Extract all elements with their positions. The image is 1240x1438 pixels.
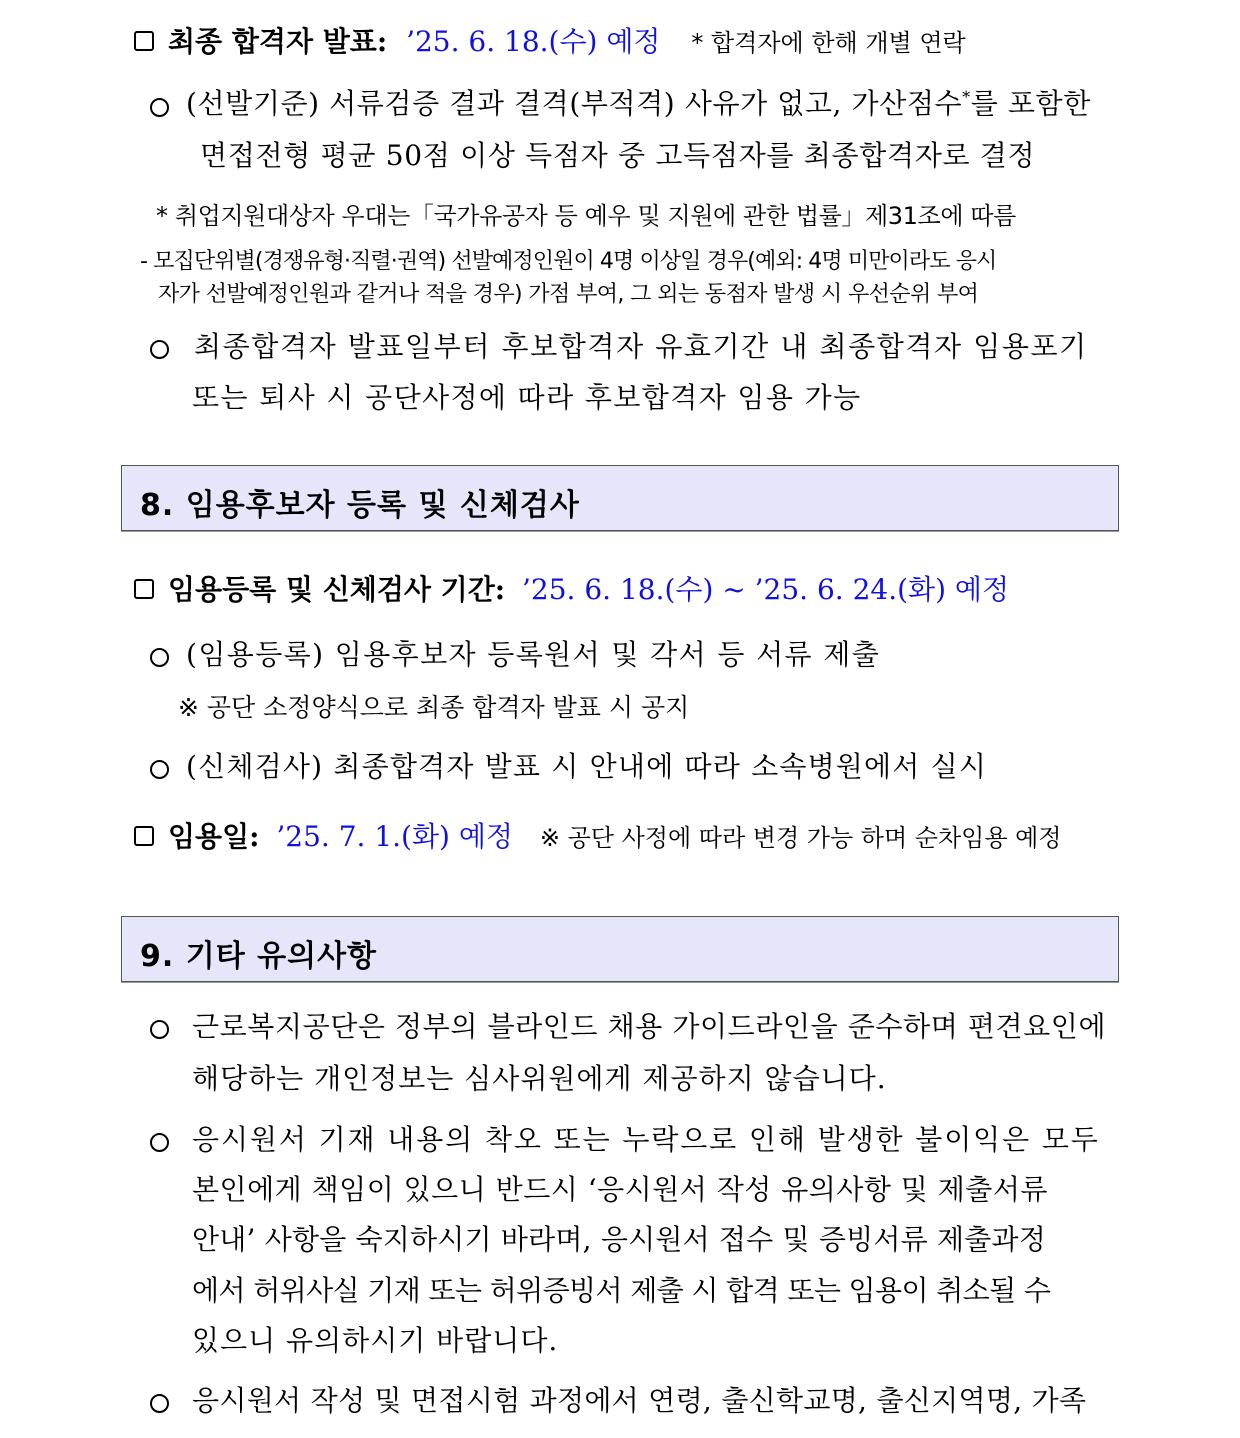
registration-period-line	[134, 568, 1009, 608]
registration-period: ’25. 6. 18.(수) ~ ’25. 6. 24.(화) 예정	[522, 573, 1010, 606]
note-1-line-2: 해당하는 개인정보는 심사위원에게 제공하지 않습니다.	[192, 1062, 887, 1095]
criteria-dash-line-1: - 모집단위별(경쟁유형·직렬·권역) 선발예정인원이 4명 이상일 경우(예외: 4명 미만이라도 응시	[140, 249, 997, 274]
criteria-footnote: * 취업지원대상자 우대는「국가유공자 등 예우 및 지원에 관한 법률」제31조에 따름	[156, 202, 1016, 230]
section-9-title: 9. 기타 유의사항	[140, 939, 378, 974]
appointment-note: ※ 공단 사정에 따라 변경 가능 하며 순차임용 예정	[539, 824, 1062, 852]
circle-bullet-icon	[150, 340, 169, 359]
reserve-line-1: 최종합격자 발표일부터 후보합격자 유효기간 내 최종합격자 임용포기	[194, 330, 1088, 363]
criteria-line-1: (선발기준) 서류검증 결과 결격(부적격) 사유가 없고, 가산점수*를 포함한	[186, 87, 1091, 120]
checkbox-square-icon	[134, 579, 154, 599]
checkbox-square-icon	[134, 826, 154, 846]
criteria-line-2: 면접전형 평균 50점 이상 득점자 중 고득점자를 최종합격자로 결정	[200, 139, 1036, 172]
registration-item-1-note: ※ 공단 소정양식으로 최종 합격자 발표 시 공지	[178, 693, 690, 722]
final-announce-note: * 합격자에 한해 개별 연락	[691, 29, 966, 57]
reserve-line-2: 또는 퇴사 시 공단사정에 따라 후보합격자 임용 가능	[192, 381, 862, 414]
final-announce-date: ’25. 6. 18.(수) 예정	[406, 25, 661, 58]
circle-bullet-icon	[150, 648, 169, 667]
section-8-title: 8. 임용후보자 등록 및 신체검사	[140, 488, 580, 523]
circle-bullet-icon	[150, 1020, 169, 1039]
note-2-line-3: 안내’ 사항을 숙지하시기 바라며, 응시원서 접수 및 증빙서류 제출과정	[192, 1223, 1046, 1256]
circle-bullet-icon	[150, 1394, 169, 1413]
circle-bullet-icon	[150, 760, 169, 779]
section-9-header	[121, 916, 1119, 982]
section-8-header	[121, 465, 1119, 531]
registration-label: 임용등록 및 신체검사 기간:	[168, 573, 506, 606]
note-2-line-2: 본인에게 책임이 있으니 반드시 ‘응시원서 작성 유의사항 및 제출서류	[192, 1173, 1048, 1206]
note-3-line-1: 응시원서 작성 및 면접시험 과정에서 연령, 출신학교명, 출신지역명, 가족	[192, 1384, 1087, 1417]
final-announce-line	[134, 20, 966, 60]
note-2-line-1: 응시원서 기재 내용의 착오 또는 누락으로 인해 발생한 불이익은 모두	[192, 1123, 1100, 1156]
circle-bullet-icon	[150, 98, 169, 117]
circle-bullet-icon	[150, 1133, 169, 1152]
note-2-line-4: 에서 허위사실 기재 또는 허위증빙서 제출 시 합격 또는 임용이 취소될 수	[192, 1274, 1051, 1307]
criteria-dash-line-2: 자가 선발예정인원과 같거나 적을 경우) 가점 부여, 그 외는 동점자 발생 시 우선순위 부여	[158, 282, 979, 307]
registration-item-2: (신체검사) 최종합격자 발표 시 안내에 따라 소속병원에서 실시	[186, 750, 988, 783]
appointment-label: 임용일:	[168, 820, 260, 853]
note-2-line-5: 있으니 유의하시기 바랍니다.	[192, 1324, 559, 1357]
appointment-date: ’25. 7. 1.(화) 예정	[276, 820, 513, 853]
appointment-line	[134, 815, 1062, 855]
note-1-line-1: 근로복지공단은 정부의 블라인드 채용 가이드라인을 준수하며 편견요인에	[192, 1010, 1107, 1043]
checkbox-square-icon	[134, 31, 154, 51]
registration-item-1: (임용등록) 임용후보자 등록원서 및 각서 등 서류 제출	[186, 638, 881, 671]
final-announce-label: 최종 합격자 발표:	[168, 25, 388, 58]
